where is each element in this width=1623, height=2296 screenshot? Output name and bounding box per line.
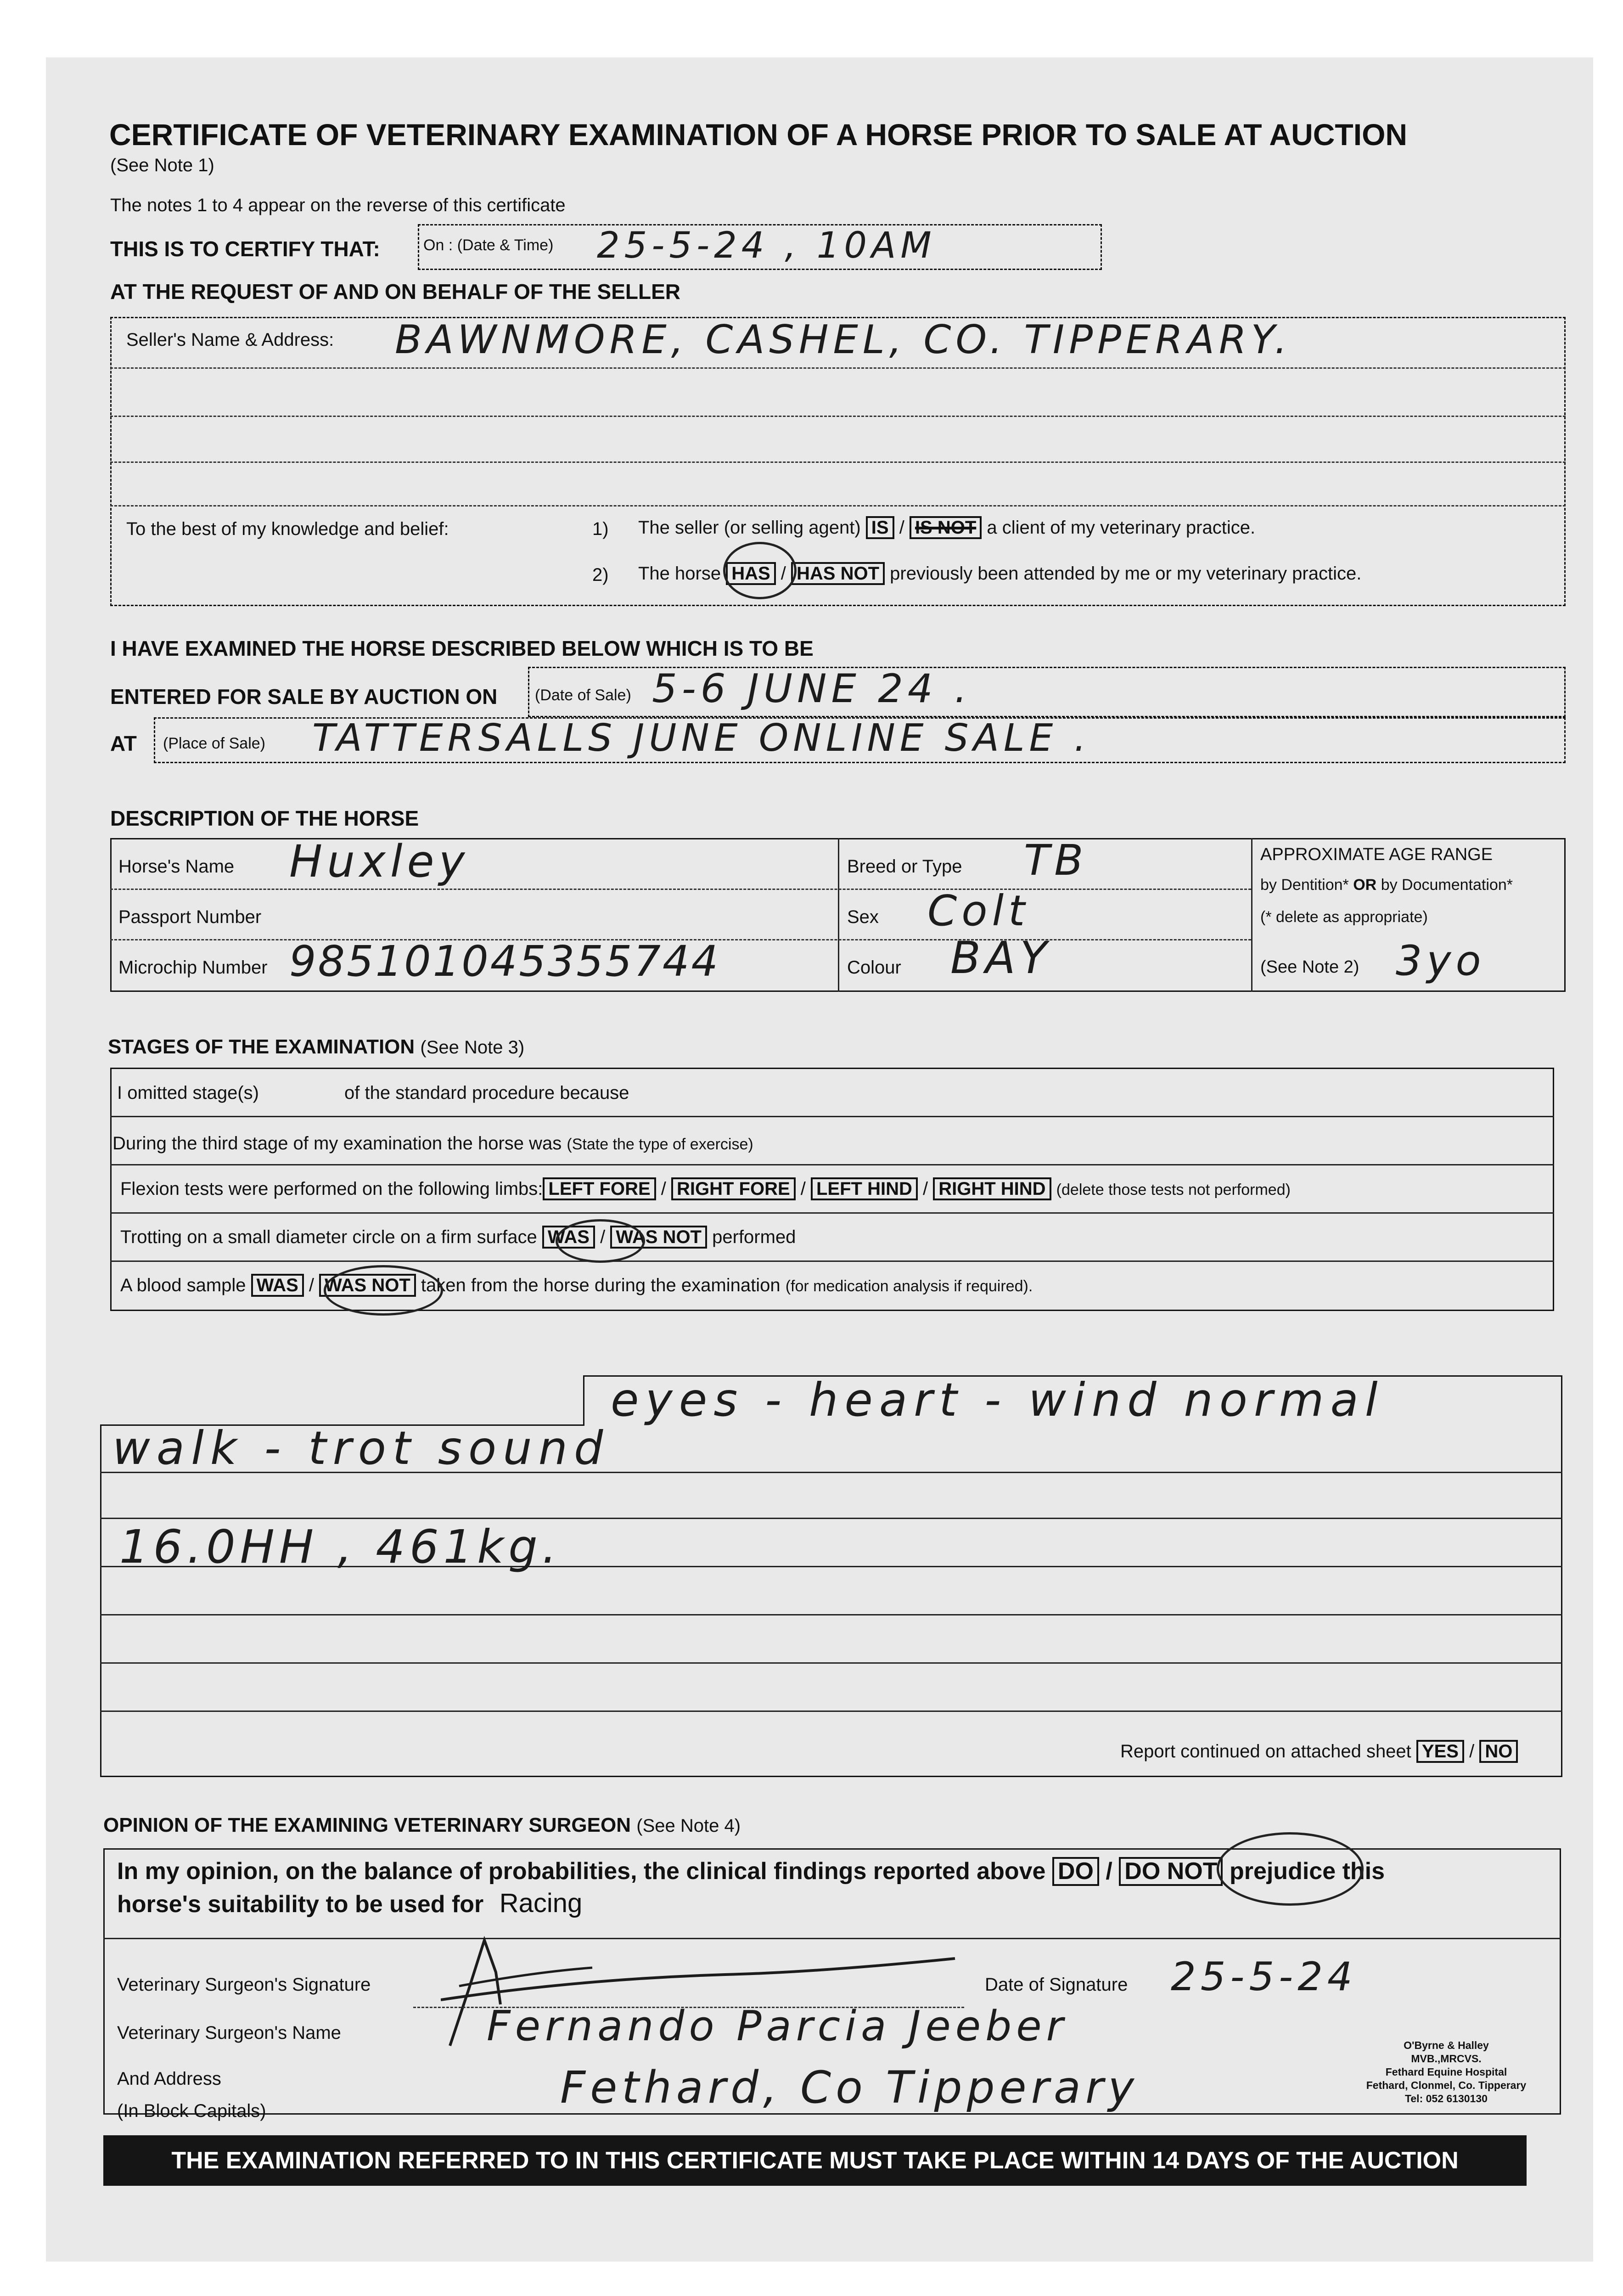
passport-label: Passport Number bbox=[118, 907, 262, 927]
certificate-title: CERTIFICATE OF VETERINARY EXAMINATION OF A HORSE PRIOR TO SALE AT AUCTION bbox=[109, 118, 1408, 152]
opinion-use-value: Racing bbox=[499, 1888, 583, 1918]
seller-line-4 bbox=[110, 505, 1566, 506]
trot-label: Trotting on a small diameter circle on a firm surface bbox=[120, 1227, 537, 1247]
third-stage-label: During the third stage of my examination the horse was bbox=[112, 1133, 562, 1154]
date-time-label: On : (Date & Time) bbox=[423, 236, 554, 254]
footer-banner bbox=[103, 2135, 1527, 2186]
colour-value: BAY bbox=[950, 932, 1052, 984]
findings-line-5 bbox=[100, 1662, 1562, 1664]
age-by-documentation: by Documentation* bbox=[1381, 876, 1513, 894]
continued-label: Report continued on attached sheet bbox=[1120, 1741, 1411, 1761]
block-capitals-label: (In Block Capitals) bbox=[117, 2101, 266, 2121]
date-time-value: 25-5-24 , 10AM bbox=[597, 225, 936, 266]
seller-line-2 bbox=[110, 416, 1566, 417]
stages-heading bbox=[108, 1035, 524, 1058]
desc-row-line-1 bbox=[110, 889, 1251, 890]
trot-line: Trotting on a small diameter circle on a firm surface WAS / WAS NOT performed bbox=[120, 1224, 796, 1250]
opinion-do-not-option[interactable]: DO NOT bbox=[1119, 1857, 1223, 1886]
opinion-text-line1: In my opinion, on the balance of probabilities, the clinical findings reported above DO / DO NOT prejudice this bbox=[117, 1855, 1385, 1887]
seller-line-3 bbox=[110, 461, 1566, 463]
sale-place-value: TATTERSALLS JUNE ONLINE SALE . bbox=[312, 716, 1091, 760]
opinion-title: OPINION OF THE EXAMINING VETERINARY SURGEON bbox=[103, 1814, 631, 1836]
sex-value: Colt bbox=[927, 886, 1030, 935]
microchip-label: Microchip Number bbox=[118, 957, 268, 978]
stages-note: (See Note 3) bbox=[420, 1037, 525, 1058]
sale-date-value: 5-6 JUNE 24 . bbox=[652, 666, 972, 712]
limb-left-hind[interactable]: LEFT HIND bbox=[811, 1177, 918, 1200]
sale-heading: ENTERED FOR SALE BY AUCTION ON bbox=[110, 685, 498, 709]
blood-post: taken from the horse during the examination bbox=[421, 1275, 781, 1295]
age-delete-note: (* delete as appropriate) bbox=[1260, 908, 1428, 926]
findings-heading-cell bbox=[100, 1375, 584, 1426]
examined-heading: I HAVE EXAMINED THE HORSE DESCRIBED BELOW WHICH IS TO BE bbox=[110, 636, 814, 660]
stmt1-number: 1) bbox=[592, 519, 609, 539]
practice-stamp bbox=[1350, 2039, 1543, 2105]
third-stage-note: (State the type of exercise) bbox=[567, 1136, 753, 1153]
stages-title: STAGES OF THE EXAMINATION bbox=[108, 1035, 415, 1058]
client-is-option[interactable]: IS bbox=[866, 516, 894, 539]
breed-label: Breed or Type bbox=[847, 856, 962, 877]
sex-label: Sex bbox=[847, 907, 879, 927]
findings-line1-value: eyes - heart - wind normal bbox=[611, 1373, 1384, 1427]
trot-was-option[interactable]: WAS bbox=[542, 1226, 595, 1249]
flexion-label: Flexion tests were performed on the following limbs: bbox=[120, 1179, 543, 1199]
description-heading: DESCRIPTION OF THE HORSE bbox=[110, 806, 419, 830]
stages-row-2 bbox=[110, 1164, 1554, 1165]
blood-label: A blood sample bbox=[120, 1275, 246, 1295]
blood-was-not-option[interactable]: WAS NOT bbox=[319, 1274, 416, 1297]
findings-line2-value: walk - trot sound bbox=[112, 1421, 610, 1475]
stamp-line: Fethard Equine Hospital bbox=[1385, 2066, 1507, 2078]
knowledge-label: To the best of my knowledge and belief: bbox=[126, 519, 449, 539]
findings-line3-value: 16.0HH , 461kg. bbox=[119, 1520, 562, 1574]
stamp-line: MVB.,MRCVS. bbox=[1411, 2053, 1482, 2065]
vet-address-value: Fethard, Co Tipperary bbox=[560, 2062, 1139, 2113]
limb-right-hind[interactable]: RIGHT HIND bbox=[933, 1177, 1051, 1200]
findings-line-6 bbox=[100, 1711, 1562, 1712]
footer-text: THE EXAMINATION REFERRED TO IN THIS CERTIFICATE MUST TAKE PLACE WITHIN 14 DAYS OF THE AUCTION bbox=[171, 2147, 1459, 2174]
findings-line-4 bbox=[100, 1614, 1562, 1615]
age-see-note: (See Note 2) bbox=[1260, 957, 1359, 977]
horse-name-label: Horse's Name bbox=[118, 856, 235, 877]
stmt2-number: 2) bbox=[592, 565, 609, 585]
at-label: AT bbox=[110, 732, 137, 755]
flexion-line: Flexion tests were performed on the following limbs: LEFT FORE / RIGHT FORE / LEFT HIND / RIGHT HIND (delete those tests not performed) bbox=[120, 1176, 1291, 1203]
has-circle-mark bbox=[723, 542, 797, 599]
blood-note: (for medication analysis if required). bbox=[785, 1277, 1033, 1295]
third-stage-line bbox=[112, 1133, 753, 1154]
colour-label: Colour bbox=[847, 957, 901, 978]
flexion-note: (delete those tests not performed) bbox=[1056, 1181, 1291, 1199]
omitted-pre: I omitted stage(s) bbox=[117, 1083, 259, 1103]
attended-has-not-option[interactable]: HAS NOT bbox=[791, 562, 885, 585]
sale-date-label: (Date of Sale) bbox=[535, 687, 631, 704]
date-of-signature-label: Date of Signature bbox=[985, 1975, 1128, 1995]
continued-no-option[interactable]: NO bbox=[1479, 1740, 1518, 1763]
stamp-line: O'Byrne & Halley bbox=[1404, 2039, 1489, 2051]
opinion-note: (See Note 4) bbox=[636, 1816, 741, 1836]
date-of-signature-value: 25-5-24 bbox=[1171, 1954, 1357, 2000]
opinion-heading bbox=[103, 1814, 741, 1837]
age-value: 3yo bbox=[1396, 937, 1486, 985]
findings-line-2 bbox=[100, 1518, 1562, 1519]
stages-row-1 bbox=[110, 1116, 1554, 1117]
opinion-text-pre: In my opinion, on the balance of probabilities, the clinical findings reported above bbox=[117, 1858, 1046, 1885]
do-not-circle-mark bbox=[1217, 1832, 1364, 1906]
stmt1-pre: The seller (or selling agent) bbox=[638, 518, 861, 538]
blood-was-not-circle-mark bbox=[324, 1265, 443, 1316]
age-by-dentition: by Dentition* bbox=[1260, 876, 1349, 894]
omitted-post: of the standard procedure because bbox=[344, 1083, 629, 1103]
vet-name-label: Veterinary Surgeon's Name bbox=[117, 2023, 341, 2043]
blood-line: A blood sample WAS / WAS NOT taken from the horse during the examination (for medication analysis if required). bbox=[120, 1272, 1033, 1300]
address-label: And Address bbox=[117, 2069, 221, 2089]
horse-name-value: Huxley bbox=[289, 836, 470, 887]
stmt2-post: previously been attended by me or my veterinary practice. bbox=[890, 563, 1362, 584]
vet-name-value: Fernando Parcia Jeeber bbox=[487, 2002, 1068, 2050]
sale-place-label: (Place of Sale) bbox=[163, 735, 265, 752]
request-label: AT THE REQUEST OF AND ON BEHALF OF THE SELLER bbox=[110, 280, 680, 304]
stmt2-line: The horse HAS / HAS NOT previously been attended by me or my veterinary practice. bbox=[638, 560, 1361, 587]
breed-value: TB bbox=[1024, 836, 1088, 885]
stamp-line: Tel: 052 6130130 bbox=[1405, 2093, 1488, 2105]
opinion-text-line2 bbox=[117, 1887, 582, 1920]
certify-label: THIS IS TO CERTIFY THAT: bbox=[110, 237, 380, 261]
age-range-title: APPROXIMATE AGE RANGE bbox=[1260, 845, 1493, 864]
stages-row-3 bbox=[110, 1212, 1554, 1214]
desc-divider-1 bbox=[838, 838, 839, 992]
attended-has-option[interactable]: HAS bbox=[726, 562, 775, 585]
trot-was-circle-mark bbox=[556, 1219, 645, 1263]
seller-line-1 bbox=[110, 367, 1566, 369]
seller-address: BAWNMORE, CASHEL, CO. TIPPERARY. bbox=[395, 317, 1292, 363]
trot-post: performed bbox=[712, 1227, 796, 1247]
opinion-line2-label: horse's suitability to be used for bbox=[117, 1891, 484, 1918]
continued-line: Report continued on attached sheet YES / NO bbox=[1120, 1738, 1518, 1765]
stages-row-4 bbox=[110, 1261, 1554, 1262]
see-note-1: (See Note 1) bbox=[110, 155, 214, 175]
notes-line: The notes 1 to 4 appear on the reverse of this certificate bbox=[110, 195, 566, 215]
client-is-not-option[interactable]: IS NOT bbox=[910, 516, 982, 539]
stmt2-pre: The horse bbox=[638, 563, 721, 584]
trot-was-not-option[interactable]: WAS NOT bbox=[610, 1226, 707, 1249]
desc-divider-2 bbox=[1251, 838, 1252, 992]
continued-yes-option[interactable]: YES bbox=[1416, 1740, 1464, 1763]
signature-label: Veterinary Surgeon's Signature bbox=[117, 1975, 371, 1995]
age-basis-line bbox=[1260, 876, 1513, 894]
limb-left-fore[interactable]: LEFT FORE bbox=[543, 1177, 656, 1200]
opinion-text-post: prejudice this bbox=[1229, 1858, 1385, 1885]
opinion-do-option[interactable]: DO bbox=[1052, 1857, 1099, 1886]
stmt1-post: a client of my veterinary practice. bbox=[987, 518, 1256, 538]
stamp-line: Fethard, Clonmel, Co. Tipperary bbox=[1366, 2079, 1527, 2091]
microchip-value: 985101045355744 bbox=[289, 937, 720, 986]
limb-right-fore[interactable]: RIGHT FORE bbox=[671, 1177, 796, 1200]
age-or: OR bbox=[1353, 876, 1377, 894]
blood-was-option[interactable]: WAS bbox=[251, 1274, 304, 1297]
stmt1-line: The seller (or selling agent) IS / IS NOT a client of my veterinary practice. bbox=[638, 514, 1255, 541]
seller-label: Seller's Name & Address: bbox=[126, 330, 334, 350]
